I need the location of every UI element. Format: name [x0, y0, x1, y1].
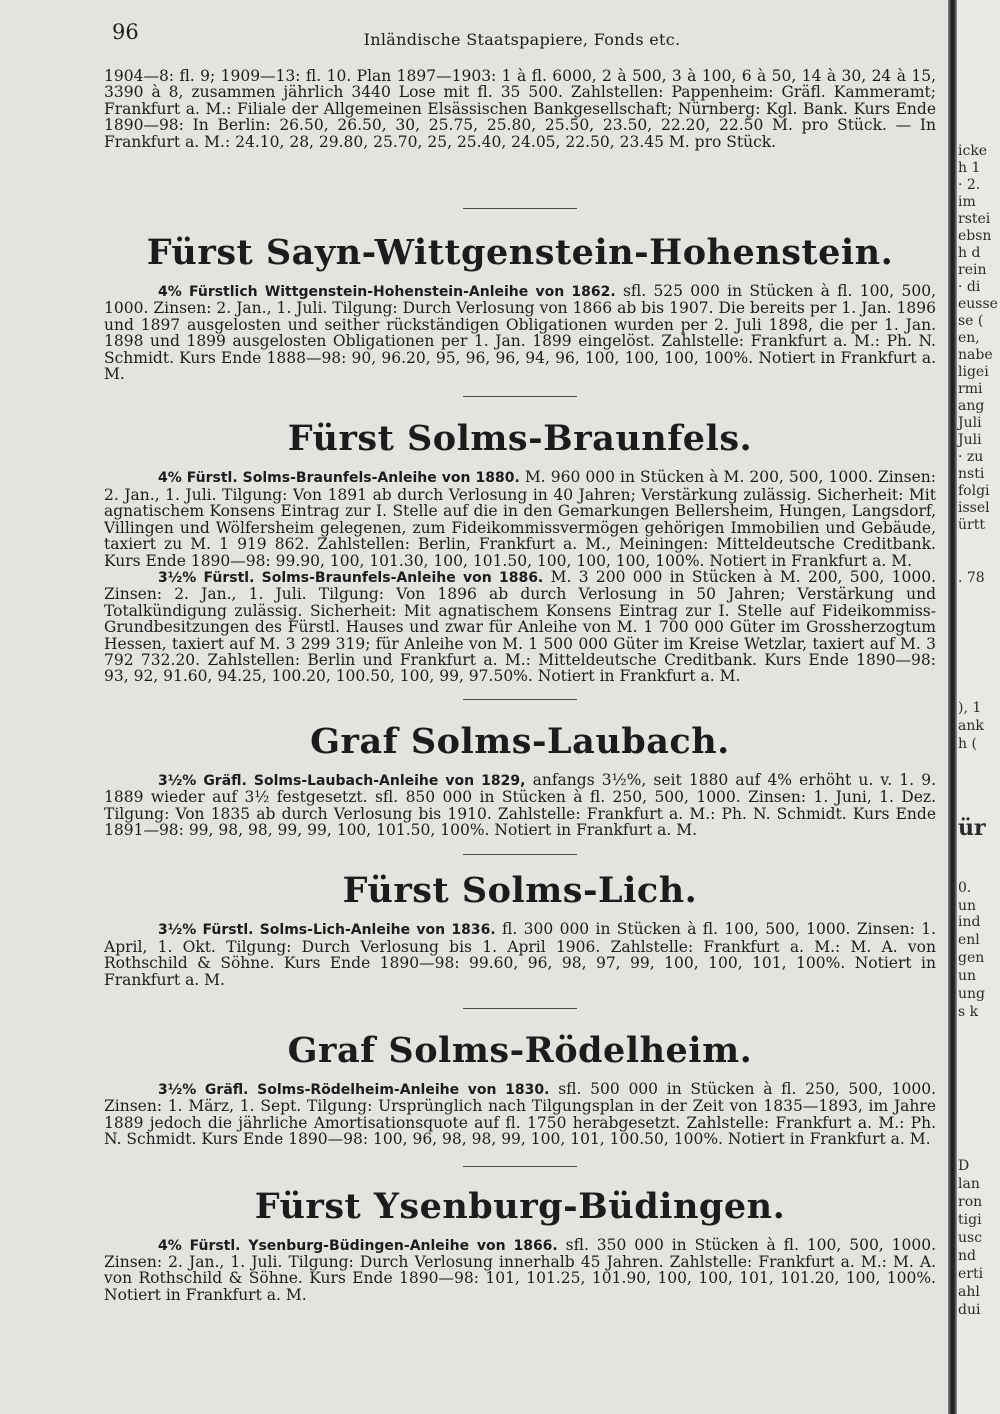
fragment: rein [958, 262, 987, 278]
fragment: h 1 [958, 160, 981, 176]
entry-text: anfangs 3½%, seit 1880 auf 4% erhöht u. v. 1. 9. 1889 wieder auf 3½ festgesetzt. sfl. 850 000 in Stücken à fl. 250, 500, 1000. Zinsen: 1. Juni, 1. Dez. Tilgung: Von 1835 ab durch Verlosung bis 1910. Zahlstelle: Frankfurt a. M.: Ph. N. Schmidt. Kurs Ende 1891—98: 99, 98, 98, 99, 99, 100, 101.50, 100%. Notiert in Frankfurt a. M. [104, 770, 936, 839]
entry-lead: 3½% Gräfl. Solms-Laubach-Anleihe von 1829, [158, 772, 526, 789]
section-title-solms-laubach: Graf Solms-Laubach. [310, 720, 730, 762]
book-gutter [948, 0, 957, 1414]
running-head: Inländische Staatspapiere, Fonds etc. [363, 30, 681, 49]
entry-lead: 4% Fürstl. Solms-Braunfels-Anleihe von 1880. [158, 470, 520, 487]
fragment: im [958, 194, 976, 210]
fragment: usc [958, 1230, 983, 1246]
fragment: en, [958, 330, 980, 346]
fragment: ahl [958, 1284, 980, 1300]
fragment: enl [958, 932, 980, 948]
fragment: ), 1 [958, 700, 982, 716]
fragment: rmi [958, 381, 983, 397]
fragment: lan [958, 1176, 980, 1192]
page-content [104, 68, 936, 1303]
fragment: ebsn [958, 228, 992, 244]
section-title-sayn-wittgenstein: Fürst Sayn-Wittgenstein-Hohenstein. [146, 232, 894, 274]
entry-lead: 4% Fürstlich Wittgenstein-Hohenstein-Anleihe von 1862. [158, 284, 616, 301]
entry-text: M. 960 000 in Stücken à M. 200, 500, 1000. Zinsen: 2. Jan., 1. Juli. Tilgung: Von 1891 ab durch Verlosung in 40 Jahren; Verstärkung zulässig. Sicherheit: Mit agnatischem Konsens Eintrag zur I. Stelle auf die in den Gemarkungen Bellersheim, Hungen, Langsdorf, Villingen und Wölfersheim gelegenen, zum Fideikommissvermögen gehörigen Immobilien und Gebäude, taxiert zu M. 1 919 862. Zahlstellen: Berlin, Frankfurt a. M., Meiningen: Mitteldeutsche Creditbank. Kurs Ende 1890—98: 99.90, 100, 101.30, 100, 101.50, 100, 100, 100, 100%. Notiert in Frankfurt a. M. [104, 468, 936, 570]
fragment: gen [958, 950, 985, 966]
intro-paragraph: 1904—8: fl. 9; 1909—13: fl. 10. Plan 1897—1903: 1 à fl. 6000, 2 à 500, 3 à 100, 6 à 50, 14 à 30, 24 à 15, 3390 à 8, zusammen jährlich 3440 Lose mit fl. 35 500. Zahlstellen: Pappenheim: Gräfl. Kammeramt; Frankfurt a. M.: Filiale der Allgemeinen Elsässischen Bankgesellschaft; Nürnberg: Kgl. Bank. Kurs Ende 1890—98: In Berlin: 26.50, 26.50, 30, 25.75, 25.80, 25.50, 23.50, 22.20, 22.50 M. pro Stück. — In Frankfurt a. M.: 24.10, 28, 29.80, 25.70, 25, 25.40, 24.05, 22.50, 23.45 M. pro Stück. [104, 67, 936, 151]
fragment: ang [958, 398, 985, 414]
fragment: rstei [958, 211, 991, 227]
fragment: · di [958, 279, 981, 295]
page-number: 96 [112, 20, 139, 44]
entry-lead: 4% Fürstl. Ysenburg-Büdingen-Anleihe von 1866. [158, 1237, 558, 1254]
entry-lead: 3½% Fürstl. Solms-Braunfels-Anleihe von 1886. [158, 569, 544, 586]
entry-paragraph [104, 569, 936, 685]
entry-lead: 3½% Gräfl. Solms-Rödelheim-Anleihe von 1830. [158, 1082, 550, 1098]
fragment: ank [958, 718, 984, 734]
fragment: icke [958, 143, 988, 159]
fragment: dui [958, 1302, 981, 1318]
entry-text: sfl. 350 000 in Stücken à fl. 100, 500, 1000. Zinsen: 2. Jan., 1. Juli. Tilgung: Durch Verlosung innerhalb 45 Jahren. Zahlstelle: Frankfurt a. M.: M. A. von Rothschild & Söhne. Kurs Ende 1890—98: 101, 101.25, 101.90, 100, 100, 101, 101.20, 100, 100%. Notiert in Frankfurt a. M. [104, 1235, 936, 1304]
entry-paragraph [104, 921, 936, 988]
page-header [112, 20, 932, 52]
fragment: folgi [958, 483, 990, 499]
fragment: se ( [958, 313, 984, 329]
fragment: D [958, 1158, 970, 1174]
adjacent-page-edge [957, 0, 1000, 1414]
fragment: 0. [958, 880, 972, 896]
fragment: un [958, 898, 977, 914]
entry-text: sfl. 500 000 in Stücken à fl. 250, 500, 1000. Zinsen: 1. März, 1. Sept. Tilgung: Ursprünglich nach Tilgungsplan in der Zeit von 1835—1893, im Jahre 1889 jedoch die jährliche Amortisationsquote auf fl. 1750 herabgesetzt. Zahlstelle: Frankfurt a. M.: Ph. N. Schmidt. Kurs Ende 1890—98: 100, 96, 98, 98, 99, 100, 101, 100.50, 100%. Notiert in Frankfurt a. M. [104, 1080, 937, 1149]
section-title-solms-braunfels: Fürst Solms-Braunfels. [287, 418, 753, 460]
fragment: un [958, 968, 977, 984]
section-title-solms-lich: Fürst Solms-Lich. [342, 870, 698, 912]
entry-paragraph [104, 772, 936, 839]
entry-paragraph [104, 469, 936, 568]
section-title-solms-roedelheim: Graf Solms-Rödelheim. [287, 1030, 753, 1071]
fragment: ür [958, 815, 986, 841]
section-title-ysenburg-buedingen: Fürst Ysenburg-Büdingen. [254, 1185, 786, 1227]
fragment: · zu [958, 449, 984, 465]
fragment: ind [958, 914, 981, 930]
fragment: Juli [958, 415, 982, 431]
fragment: · 2. [958, 177, 981, 193]
entry-paragraph [104, 283, 936, 382]
fragment: s k [958, 1004, 979, 1020]
fragment: tigi [958, 1212, 982, 1228]
fragment: h ( [958, 736, 977, 752]
fragment: h d [958, 245, 981, 261]
fragment: nsti [958, 466, 985, 482]
entry-paragraph [104, 1237, 936, 1304]
fragment: issel [958, 500, 990, 516]
fragment: erti [958, 1266, 984, 1282]
entry-lead: 3½% Fürstl. Solms-Lich-Anleihe von 1836. [158, 922, 496, 939]
entry-text: sfl. 525 000 in Stücken à fl. 100, 500, 1000. Zinsen: 2. Jan., 1. Juli. Tilgung: Durch Verlosung von 1866 ab bis 1907. Die bereits per 1. Jan. 1896 und 1897 ausgelosten und seither rückständigen Obligationen wurden per 2. Juli 1898, die per 1. Jan. 1898 und 1899 ausgelosten Obligationen per 1. Jan. 1899 eingelöst. Zahlstelle: Frankfurt a. M.: Ph. N. Schmidt. Kurs Ende 1888—98: 90, 96.20, 95, 96, 96, 94, 96, 100, 100, 100, 100%. Notiert in Frankfurt a. M. [104, 282, 936, 384]
fragment: ligei [958, 364, 989, 380]
fragment: Juli [958, 432, 982, 448]
entry-paragraph [104, 1081, 936, 1148]
entry-text: M. 3 200 000 in Stücken à M. 200, 500, 1000. Zinsen: 2. Jan., 1. Juli. Tilgung: Von 1896 ab durch Verlosung in 50 Jahren; Verstärkung und Totalkündigung zulässig. Sicherheit: Mit agnatischem Konsens Eintrag zur I. Stelle auf Fideikommiss-Grundbesitzungen des Fürstl. Hauses und zwar für Anleihe von M. 1 700 000 Güter im Grossherzogtum Hessen, taxiert auf M. 3 299 319; für Anleihe von M. 1 500 000 Güter im Kreise Wetzlar, taxiert auf M. 3 792 732.20. Zahlstellen: Berlin und Frankfurt a. M.: Mitteldeutsche Creditbank. Kurs Ende 1890—98: 93, 92, 91.60, 94.25, 100.20, 100.50, 100, 99, 97.50%. Notiert in Frankfurt a. M. [104, 567, 937, 686]
fragment: eusse [958, 296, 998, 312]
entry-text: fl. 300 000 in Stücken à fl. 100, 500, 1000. Zinsen: 1. April, 1. Okt. Tilgung: Durch Verlosung bis 1. April 1906. Zahlstelle: Frankfurt a. M.: M. A. von Rothschild & Söhne. Kurs Ende 1890—98: 99.60, 96, 98, 97, 99, 100, 100, 101, 100%. Notiert in Frankfurt a. M. [104, 920, 936, 989]
fragment: ron [958, 1194, 983, 1210]
fragment: ürtt [958, 517, 985, 533]
fragment: nd [958, 1248, 976, 1264]
fragment: ung [958, 986, 985, 1002]
fragment: nabe [958, 347, 993, 363]
fragment: . 78 [958, 570, 985, 586]
